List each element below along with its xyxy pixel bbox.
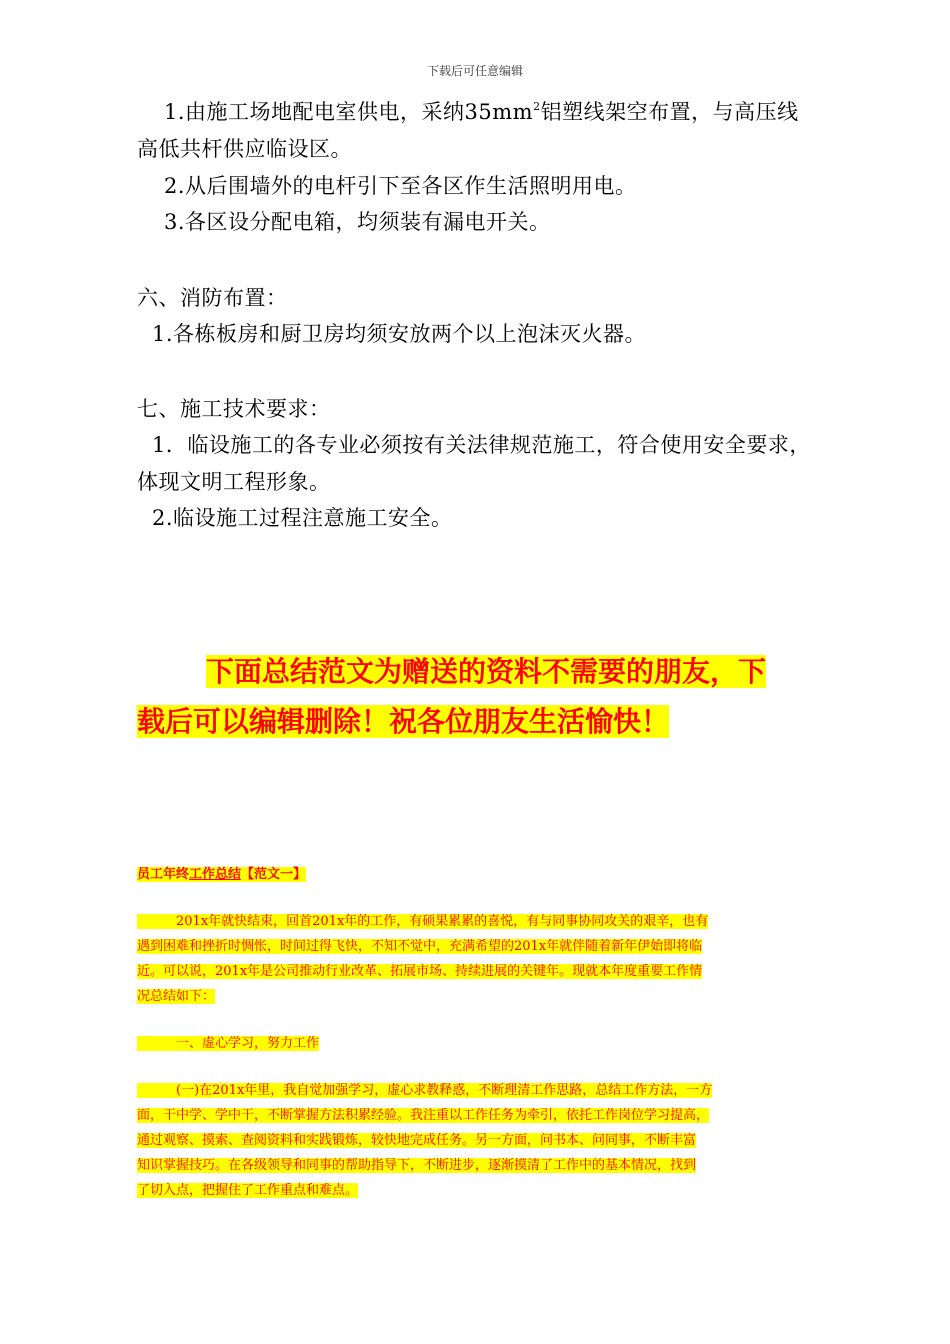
- sample-p2-line-1: (一)在201x年里，我自觉加强学习，虚心求教释惑，不断理清工作思路，总结工作方法，一方: [137, 1082, 712, 1100]
- sample-section-1: 一、虚心学习，努力工作: [137, 1035, 319, 1053]
- sample-p1-line-3: 近。可以说，201x年是公司推动行业改革、拓展市场、持续进展的关键年。现就本年度重要工作情: [137, 964, 703, 979]
- fire-heading: 六、消防布置：: [137, 286, 288, 310]
- tech-item-1: 1．临设施工的各专业必须按有关法律规范施工，符合使用安全要求，: [152, 433, 811, 457]
- sample-p2-line-4: 知识掌握技巧。在各级领导和同事的帮助指导下，不断进步，逐渐摸清了工作中的基本情况，找到: [137, 1158, 697, 1173]
- sample-p2-line-5: 了切入点，把握住了工作重点和难点。: [137, 1183, 359, 1198]
- electric-item-2: 2.从后围墙外的电杆引下至各区作生活照明用电。: [164, 174, 637, 198]
- sample-p1-line-1: 201x年就快结束，回首201x年的工作，有硕果累累的喜悦，有与同事协同攻关的艰辛，也有: [137, 913, 708, 931]
- sample-p2-line-2: 面，干中学、学中干，不断掌握方法积累经验。我注重以工作任务为牵引，依托工作岗位学习提高，: [137, 1108, 710, 1123]
- sample-p1-line-4: 况总结如下：: [137, 989, 216, 1004]
- sample-p2-line-3: 通过观察、摸索、查阅资料和实践锻炼，较快地完成任务。另一方面，问书本、问同事，不断丰富: [137, 1133, 697, 1148]
- notice-line-1: 下面总结范文为赠送的资料不需要的朋友，下: [206, 655, 767, 688]
- sample-title: 员工年终工作总结【范文一】: [137, 867, 307, 882]
- tech-item-2: 2.临设施工过程注意施工安全。: [152, 506, 453, 530]
- notice-line-2: 载后可以编辑删除！祝各位朋友生活愉快！: [137, 705, 670, 738]
- electric-item-1: 1.由施工场地配电室供电，采纳$35mm^2$铝塑线架空布置，与高压线: [164, 100, 799, 124]
- sample-p1-line-2: 遇到困难和挫折时惆怅，时间过得飞快，不知不觉中，充满希望的201x年就伴随着新年伊始即将临: [137, 939, 703, 954]
- page-header: 下载后可任意编辑: [426, 64, 523, 78]
- tech-item-1-cont: 体现文明工程形象。: [137, 470, 331, 494]
- electric-item-3: 3.各区设分配电箱，均须装有漏电开关。: [164, 210, 551, 234]
- tech-heading: 七、施工技术要求：: [137, 397, 331, 421]
- electric-item-1-cont: 高低共杆供应临设区。: [137, 137, 352, 161]
- fire-item-1: 1.各栋板房和厨卫房均须安放两个以上泡沫灭火器。: [152, 322, 647, 346]
